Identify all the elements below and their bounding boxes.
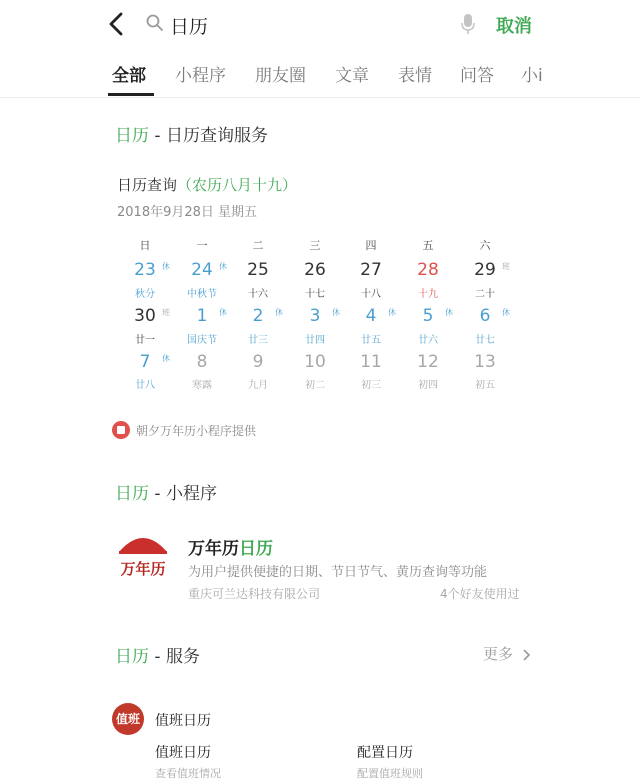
calendar-day-lunar: 初四: [418, 380, 438, 391]
calendar-day-badge: 休: [162, 262, 170, 271]
calendar-day-lunar: 寒露: [192, 380, 212, 391]
calendar-day-lunar: 九月: [248, 380, 268, 391]
tab-stickers[interactable]: 表情: [398, 66, 432, 86]
provider-app-icon: [112, 421, 130, 439]
weekday-label: 日: [139, 239, 151, 252]
calendar-day[interactable]: 27: [360, 260, 382, 280]
calendar-day-lunar: 廿五: [361, 335, 381, 346]
calendar-day[interactable]: 13: [474, 352, 496, 372]
calendar-day[interactable]: 1: [196, 306, 208, 326]
calendar-day-badge: 休: [388, 308, 396, 317]
calendar-day[interactable]: 29: [474, 260, 496, 280]
back-arrow-icon[interactable]: [103, 10, 131, 38]
service-logo-text: 值班: [115, 712, 140, 726]
service-logo[interactable]: [112, 703, 144, 735]
weekday-label: 一: [196, 239, 208, 252]
calendar-day-lunar: 十七: [305, 289, 325, 300]
calendar-day-badge: 休: [162, 354, 170, 363]
active-tab-indicator: [108, 93, 154, 96]
calendar-day[interactable]: 8: [196, 352, 208, 372]
cancel-button[interactable]: 取消: [496, 16, 532, 37]
service-item-duty-calendar-sub: 查看值班情况: [155, 767, 221, 780]
current-date: 2018年9月28日 星期五: [117, 205, 258, 220]
calendar-day-lunar: 廿八: [135, 380, 155, 391]
tab-more-truncated[interactable]: 小i: [521, 66, 543, 86]
calendar-day-lunar: 十九: [418, 289, 438, 300]
calendar-day[interactable]: 9: [252, 352, 264, 372]
calendar-day[interactable]: 5: [422, 306, 434, 326]
weekday-label: 三: [309, 239, 321, 252]
calendar-day-lunar: 国庆节: [187, 335, 217, 346]
calendar-day[interactable]: 10: [304, 352, 326, 372]
calendar-provider-link[interactable]: 朝夕万年历小程序提供: [136, 424, 257, 438]
calendar-day-lunar: 十八: [361, 289, 381, 300]
tabs-divider: [0, 97, 640, 98]
calendar-day[interactable]: 11: [360, 352, 382, 372]
calendar-day[interactable]: 25: [247, 260, 269, 280]
calendar-day-lunar: 初二: [305, 380, 325, 391]
calendar-day[interactable]: 23: [134, 260, 156, 280]
friends-used-count: 4个好友使用过: [440, 587, 520, 601]
service-item-config-calendar[interactable]: 配置日历: [357, 745, 413, 761]
miniprogram-name[interactable]: 万年历日历: [188, 539, 273, 559]
calendar-day-lunar: 廿四: [305, 335, 325, 346]
tab-all[interactable]: 全部: [112, 66, 146, 86]
calendar-day[interactable]: 2: [252, 306, 264, 326]
tab-moments[interactable]: 朋友圈: [255, 66, 306, 86]
weekday-label: 四: [365, 239, 377, 252]
calendar-day[interactable]: 12: [417, 352, 439, 372]
calendar-day[interactable]: 4: [365, 306, 377, 326]
miniprogram-company: 重庆可兰达科技有限公司: [188, 587, 321, 601]
miniprogram-description: 为用户提供便捷的日期、节日节气、黄历查询等功能: [188, 565, 488, 580]
calendar-day-lunar: 秋分: [135, 289, 155, 300]
calendar-day-badge: 休: [332, 308, 340, 317]
calendar-day-badge: 休: [219, 308, 227, 317]
service-item-config-calendar-sub: 配置值班规则: [357, 767, 423, 780]
calendar-day[interactable]: 30: [134, 306, 156, 326]
wannianli-app-logo[interactable]: [115, 528, 171, 584]
calendar-day-badge: 班: [502, 262, 510, 271]
search-icon: [145, 13, 165, 33]
calendar-day-lunar: 廿三: [248, 335, 268, 346]
calendar-day[interactable]: 6: [479, 306, 491, 326]
date-query-heading: 日历查询（农历八月十九）: [117, 176, 298, 194]
service-item-duty-calendar[interactable]: 值班日历: [155, 745, 211, 761]
weekday-label: 六: [479, 239, 491, 252]
calendar-day[interactable]: 3: [309, 306, 321, 326]
weekday-label: 五: [422, 239, 434, 252]
calendar-section-title: 日历 - 日历查询服务: [115, 126, 268, 146]
calendar-day-lunar: 十六: [248, 289, 268, 300]
calendar-day[interactable]: 26: [304, 260, 326, 280]
weekday-label: 二: [252, 239, 264, 252]
calendar-day-lunar: 初三: [361, 380, 381, 391]
search-input[interactable]: 日历: [170, 16, 209, 38]
service-name[interactable]: 值班日历: [155, 713, 211, 729]
calendar-day-badge: 休: [502, 308, 510, 317]
calendar-day-lunar: 中秋节: [187, 289, 217, 300]
microphone-icon[interactable]: [460, 12, 476, 36]
chevron-right-icon: [522, 649, 532, 661]
calendar-day-lunar: 廿七: [475, 335, 495, 346]
calendar-day[interactable]: 7: [139, 352, 151, 372]
calendar-day-lunar: 初五: [475, 380, 495, 391]
app-logo-text: 万年历: [120, 560, 166, 578]
more-services-link[interactable]: 更多: [483, 643, 532, 664]
calendar-day-lunar: 二十: [475, 289, 495, 300]
calendar-day-badge: 班: [162, 308, 170, 317]
calendar-day-badge: 休: [219, 262, 227, 271]
tab-miniprograms[interactable]: 小程序: [175, 66, 226, 86]
service-section-title: 日历 - 服务: [115, 647, 200, 667]
calendar-day[interactable]: 28: [417, 260, 439, 280]
tab-articles[interactable]: 文章: [335, 66, 369, 86]
calendar-day-lunar: 廿六: [418, 335, 438, 346]
calendar-day-lunar: 廿一: [135, 335, 155, 346]
calendar-day-badge: 休: [275, 308, 283, 317]
calendar-day[interactable]: 24: [191, 260, 213, 280]
miniprogram-section-title: 日历 - 小程序: [115, 484, 217, 504]
tab-qa[interactable]: 问答: [460, 66, 494, 86]
calendar-day-badge: 休: [445, 308, 453, 317]
